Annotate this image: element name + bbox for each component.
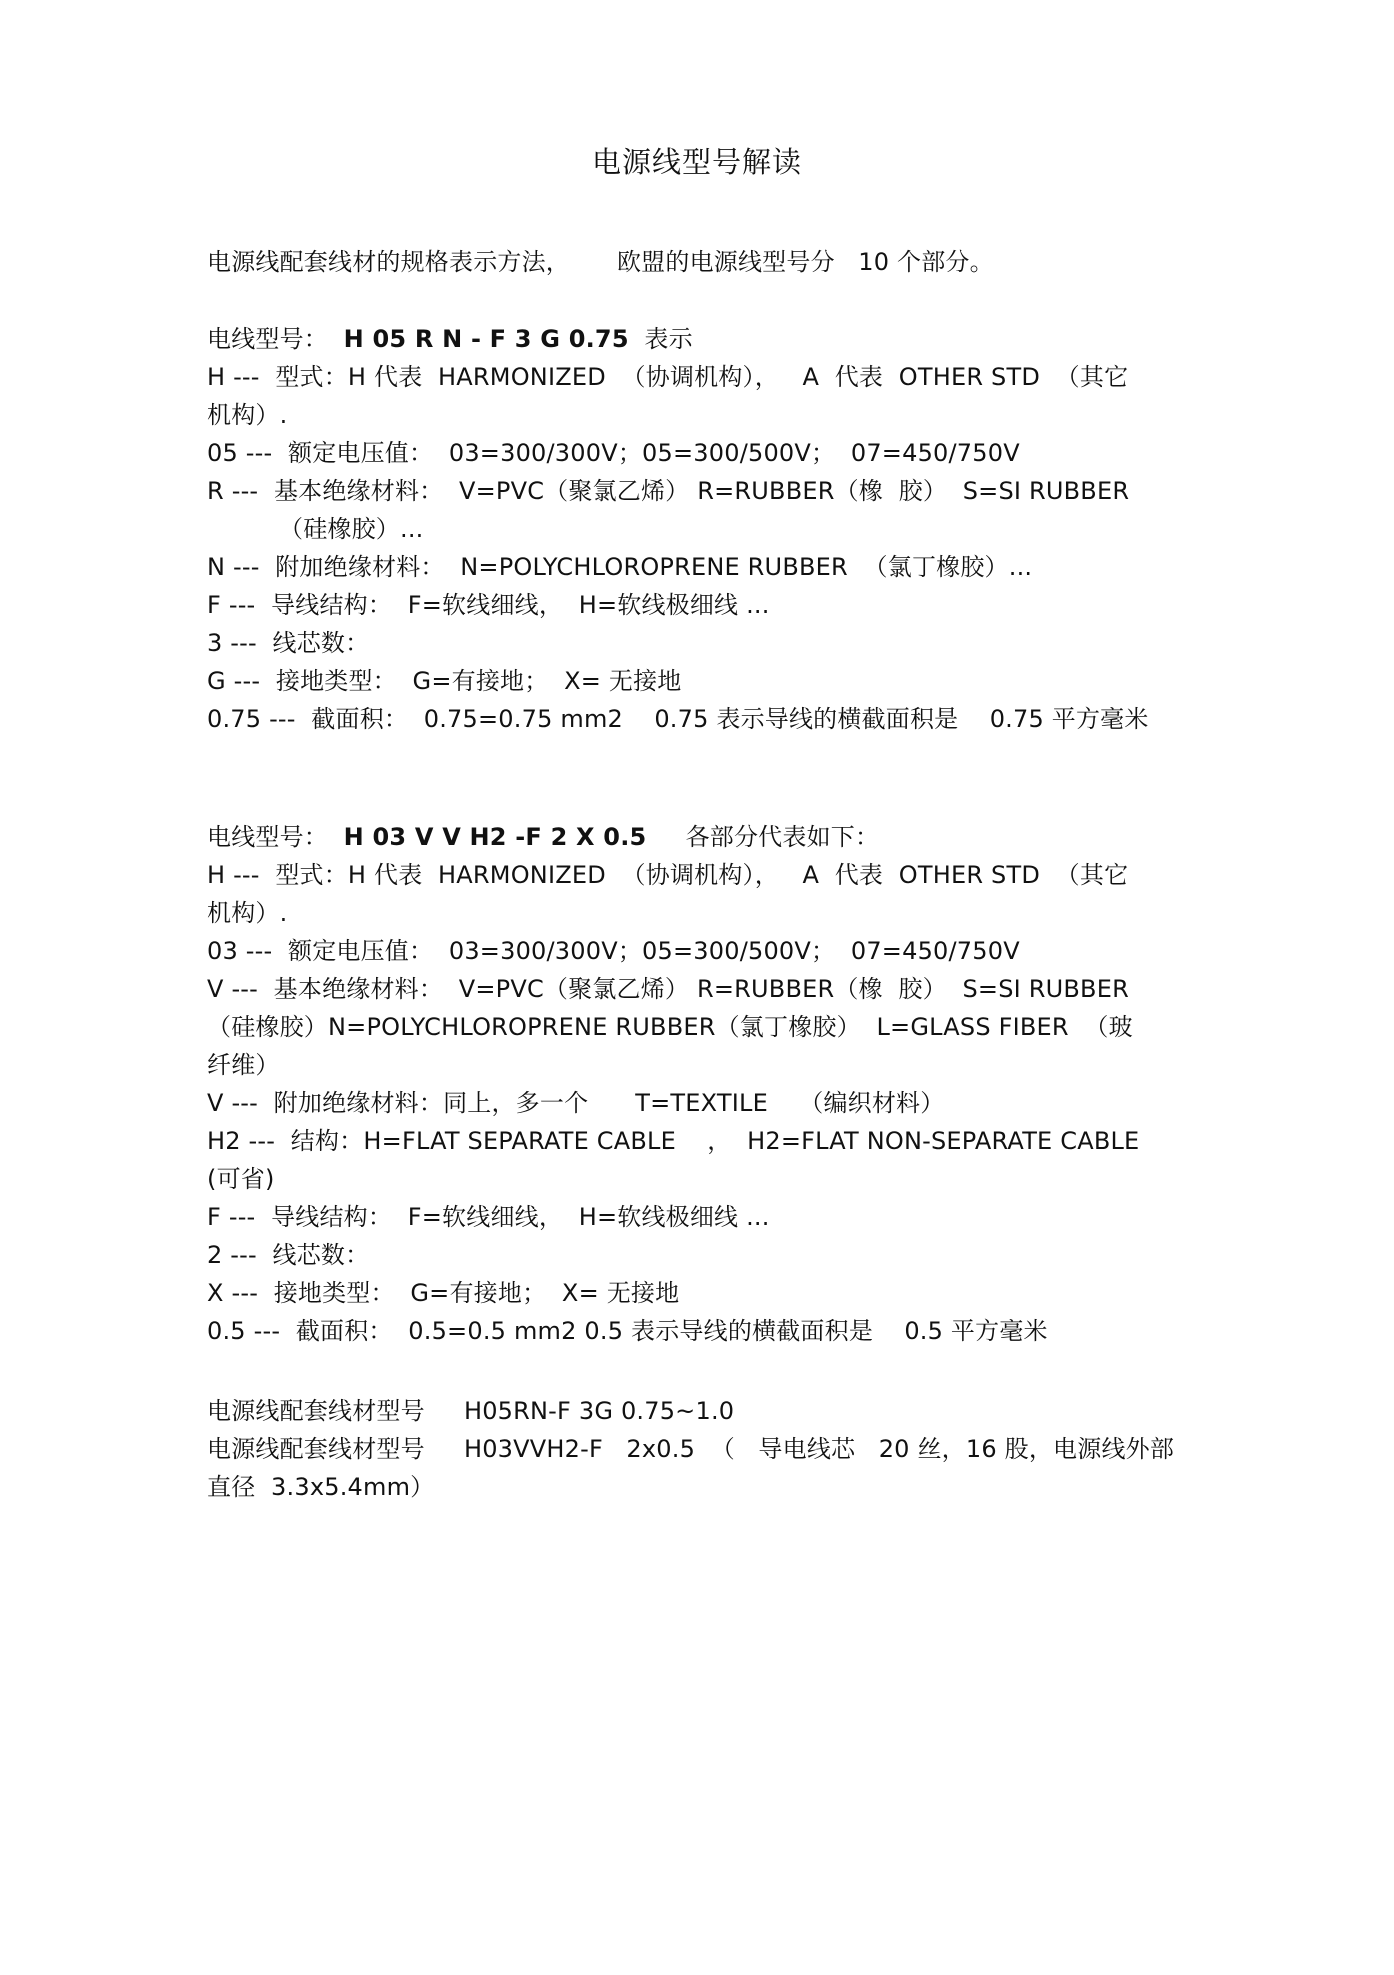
section2-line: （硅橡胶）N=POLYCHLOROPRENE RUBBER（氯丁橡胶） L=GLASS FIBER （玻 bbox=[207, 1013, 1133, 1041]
section2-heading bbox=[207, 818, 1207, 856]
section1-line: 05 --- 额定电压值： 03=300/300V；05=300/500V； 07=450/750V bbox=[207, 439, 1020, 467]
section2-line: H --- 型式：H 代表 HARMONIZED （协调机构）， A 代表 OTHER STD （其它 bbox=[207, 861, 1129, 889]
section1-model-code: H 05 R N - F 3 G 0.75 bbox=[343, 325, 629, 353]
section1-line: G --- 接地类型： G=有接地； X= 无接地 bbox=[207, 667, 682, 695]
section2-line: V --- 基本绝缘材料： V=PVC（聚氯乙烯） R=RUBBER（橡 胶） S=SI RUBBER bbox=[207, 975, 1129, 1003]
section2-line: 03 --- 额定电压值： 03=300/300V；05=300/500V； 07=450/750V bbox=[207, 937, 1020, 965]
page-title: 电源线型号解读 bbox=[591, 145, 802, 179]
section2-line: 0.5 --- 截面积： 0.5=0.5 mm2 0.5 表示导线的横截面积是 0.5 平方毫米 bbox=[207, 1317, 1048, 1345]
section2-heading-prefix: 电线型号： bbox=[207, 823, 344, 851]
section2-line: (可省) bbox=[207, 1165, 275, 1193]
section1-line: R --- 基本绝缘材料： V=PVC（聚氯乙烯） R=RUBBER（橡 胶） S=SI RUBBER bbox=[207, 477, 1130, 505]
section2-line: F --- 导线结构： F=软线细线， H=软线极细线 ... bbox=[207, 1203, 770, 1231]
section2-line: V --- 附加绝缘材料：同上，多一个 T=TEXTILE （编织材料） bbox=[207, 1089, 945, 1117]
section1-heading-prefix: 电线型号： bbox=[207, 325, 344, 353]
section1-line: N --- 附加绝缘材料： N=POLYCHLOROPRENE RUBBER （氯丁橡胶）... bbox=[207, 553, 1033, 581]
section1-heading bbox=[207, 320, 1207, 358]
intro-text: 电源线配套线材的规格表示方法， 欧盟的电源线型号分 10 个部分。 bbox=[207, 248, 994, 276]
section2-line: X --- 接地类型： G=有接地； X= 无接地 bbox=[207, 1279, 680, 1307]
section2-line: 2 --- 线芯数： bbox=[207, 1241, 370, 1269]
section2-model-code: H 03 V V H2 -F 2 X 0.5 bbox=[343, 823, 647, 851]
section2-heading-suffix: 各部分代表如下： bbox=[646, 823, 880, 851]
section1-heading-suffix: 表示 bbox=[628, 325, 693, 353]
section1-line: 机构）. bbox=[207, 401, 288, 429]
footer-line: 直径 3.3x5.4mm） bbox=[207, 1473, 435, 1501]
section1-line: 3 --- 线芯数： bbox=[207, 629, 370, 657]
section2-line: 机构）. bbox=[207, 899, 288, 927]
section2-line: 纤维） bbox=[207, 1051, 280, 1079]
section1-line: （硅橡胶）... bbox=[279, 515, 424, 543]
section2-line: H2 --- 结构：H=FLAT SEPARATE CABLE ， H2=FLAT NON-SEPARATE CABLE bbox=[207, 1127, 1140, 1155]
footer-line: 电源线配套线材型号 H03VVH2-F 2x0.5 （ 导电线芯 20 丝，16 股，电源线外部 bbox=[207, 1435, 1175, 1463]
section1-line: F --- 导线结构： F=软线细线， H=软线极细线 ... bbox=[207, 591, 770, 619]
section1-line: H --- 型式：H 代表 HARMONIZED （协调机构）， A 代表 OTHER STD （其它 bbox=[207, 363, 1129, 391]
footer-line: 电源线配套线材型号 H05RN-F 3G 0.75~1.0 bbox=[207, 1397, 735, 1425]
section1-line: 0.75 --- 截面积： 0.75=0.75 mm2 0.75 表示导线的横截面积是 0.75 平方毫米 bbox=[207, 705, 1149, 733]
